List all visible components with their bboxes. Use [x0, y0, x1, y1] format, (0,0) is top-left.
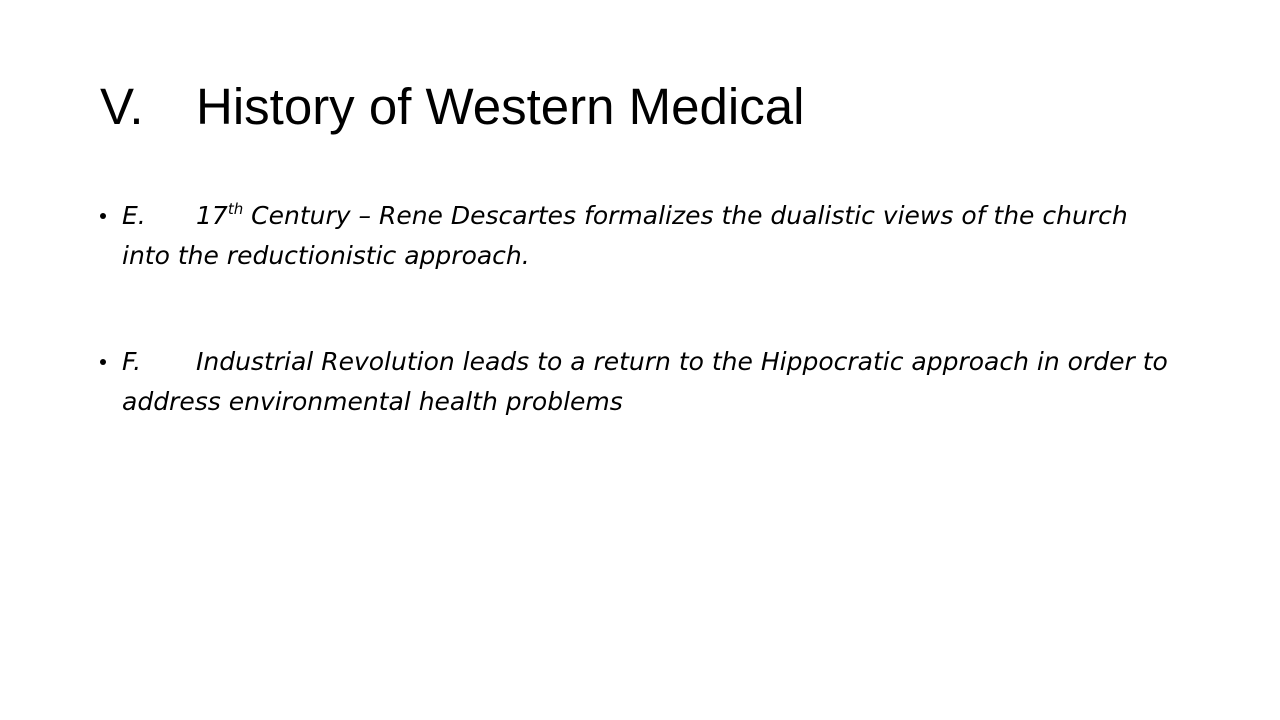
- century-suffix: th: [227, 200, 244, 218]
- bullet-list: [100, 196, 1180, 422]
- bullet-label: F.: [122, 347, 142, 376]
- title-number: V.: [100, 78, 144, 135]
- title-text: History of Western Medical: [196, 78, 805, 135]
- bullet-dot-icon: [100, 359, 106, 365]
- bullet-item-f: [100, 342, 1180, 422]
- bullet-label: E.: [122, 201, 146, 230]
- bullet-text: Industrial Revolution leads to a return to the Hippocratic approach in order to address environmental health problems: [122, 347, 1168, 416]
- slide-title: [100, 72, 804, 142]
- century-number: 17: [196, 201, 228, 230]
- bullet-item-e: [100, 196, 1180, 276]
- bullet-dot-icon: [100, 213, 106, 219]
- bullet-text: Century – Rene Descartes formalizes the dualistic views of the church into the reductionistic approach.: [122, 201, 1128, 270]
